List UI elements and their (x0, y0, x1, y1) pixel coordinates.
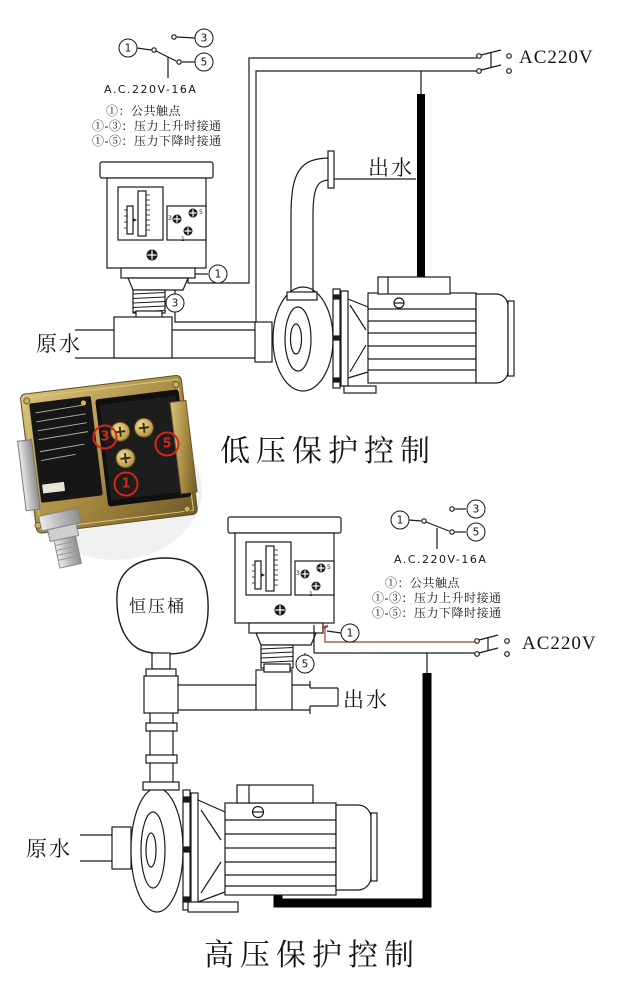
screw-label-1-top: 1 (181, 236, 185, 243)
legend-terminal-1-bottom: 1 (391, 511, 410, 530)
legend-line2-top: ①-③：压力上升时接通 (92, 119, 222, 133)
title-low-pressure: 低压保护控制 (220, 435, 436, 468)
photo-annotation-5: 5 (155, 432, 180, 457)
pump-bottom (80, 782, 377, 912)
screw-label-3-top: 3 (168, 215, 172, 222)
piping-bottom (144, 670, 338, 786)
tank-label: 恒压桶 (129, 597, 186, 616)
inlet-label-top: 原水 (36, 332, 82, 356)
wire-label-1-top: 1 (209, 265, 228, 284)
photo-annotation-3: 3 (93, 425, 118, 450)
rating-label-bottom: A.C.220V-16A (394, 553, 488, 566)
outlet-label-top: 出水 (368, 156, 414, 180)
wire-label-1-bottom: 1 (341, 624, 360, 643)
wires-bottom (305, 625, 475, 655)
wire-label-3-top: 3 (166, 294, 185, 313)
legend-terminal-1-top: 1 (119, 39, 138, 58)
power-label-top: AC220V (519, 47, 594, 68)
legend-line1-bottom: ①：公共触点 (385, 576, 461, 590)
legend-line3-top: ①-⑤：压力下降时接通 (92, 134, 222, 148)
outlet-label-bottom: 出水 (343, 688, 389, 712)
inlet-label-bottom: 原水 (26, 837, 72, 861)
screw-label-5-top: 5 (199, 209, 203, 216)
screw-label-1-bottom: 1 (309, 591, 313, 598)
photo-annotation-1: 1 (114, 472, 139, 497)
power-switch-symbol-bottom (475, 635, 510, 656)
legend-terminal-5-top: 5 (195, 53, 214, 72)
legend-switch-symbol-bottom (409, 507, 466, 549)
wire-label-5-bottom: 5 (296, 655, 315, 674)
pressure-switch-bottom (228, 517, 341, 672)
legend-line3-bottom: ①-⑤：压力下降时接通 (372, 606, 502, 620)
pressure-switch-photo (16, 370, 216, 575)
power-label-bottom: AC220V (522, 633, 597, 654)
legend-terminal-3-top: 3 (195, 29, 214, 48)
legend-terminal-5-bottom: 5 (467, 523, 486, 542)
legend-line2-bottom: ①-③：压力上升时接通 (372, 591, 502, 605)
title-high-pressure: 高压保护控制 (204, 939, 420, 972)
legend-line1-top: ①：公共触点 (106, 104, 182, 118)
pressure-tank (117, 558, 208, 681)
rating-label-top: A.C.220V-16A (104, 83, 198, 96)
legend-terminal-3-bottom: 3 (467, 500, 486, 519)
screw-label-5-bottom: 5 (327, 564, 331, 571)
screw-label-3-bottom: 3 (296, 570, 300, 577)
